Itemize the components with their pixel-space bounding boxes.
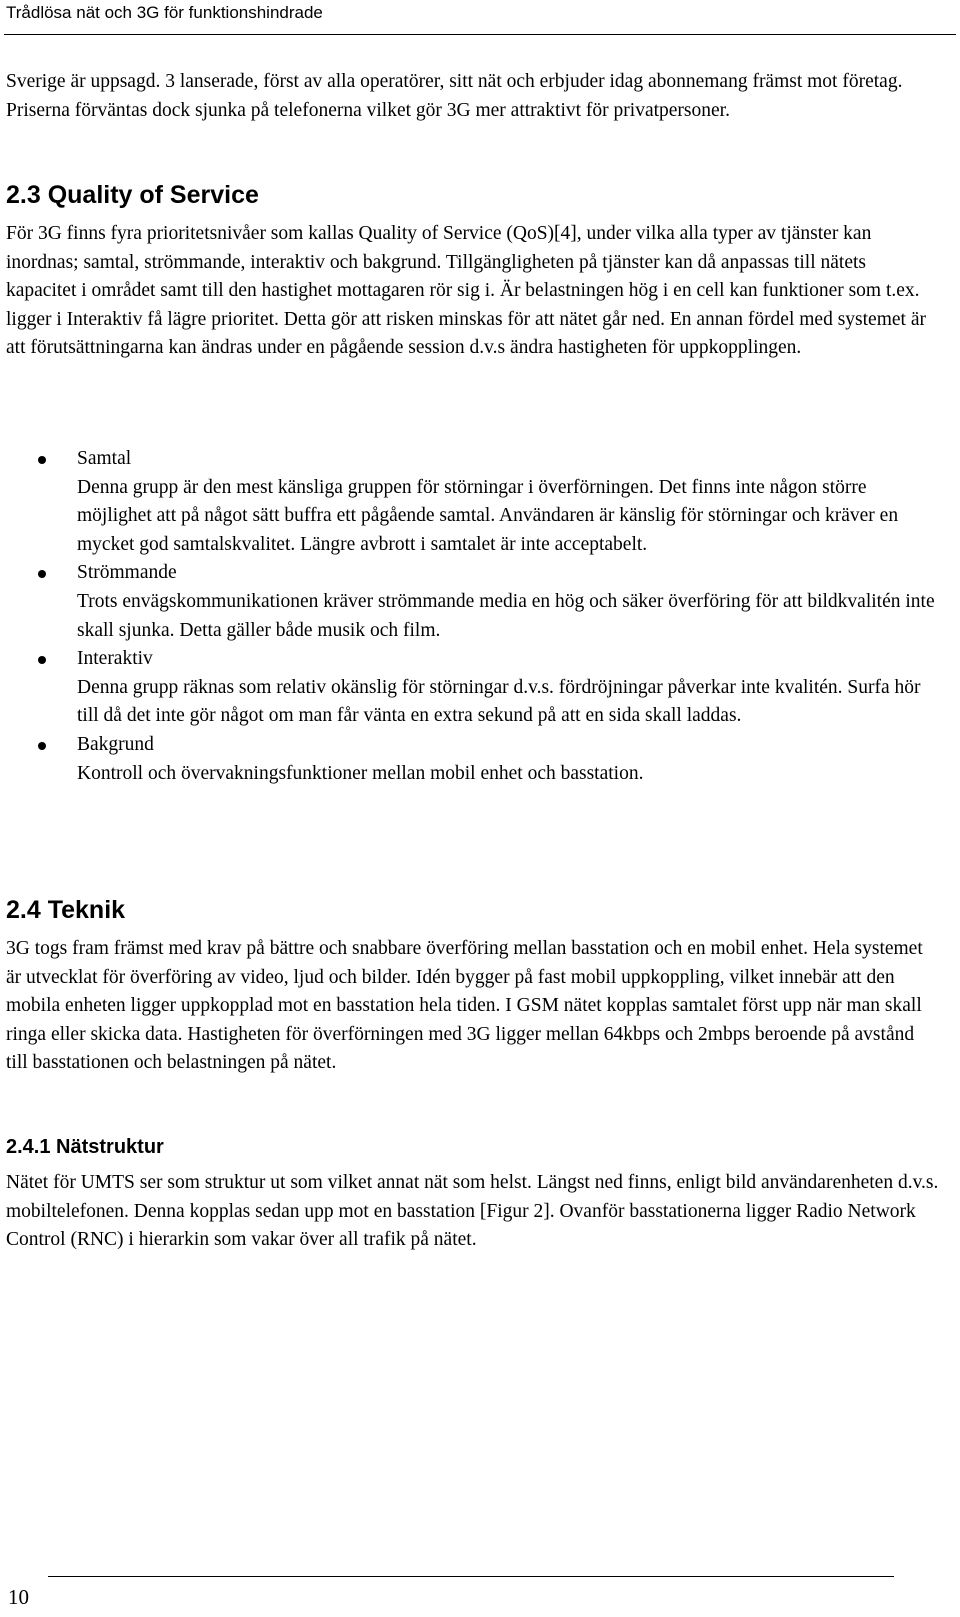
page-number: 10 <box>8 1585 29 1609</box>
bullet-title: Samtal <box>77 448 132 469</box>
natstruktur-paragraph: Nätet för UMTS ser som struktur ut som vilket annat nät som helst. Längst ned finns, enligt bild användarenheten d.v.s. mobiltelefonen. Denna kopplas sedan upp mot en basstation [Figur 2]. Ovanför basstationerna ligger Radio Network Control (RNC) i hierarkin som vakar över all trafik på nätet. <box>6 1172 939 1251</box>
bullet-description: Kontroll och övervakningsfunktioner mellan mobil enhet och basstation. <box>77 762 644 784</box>
section-heading-quality-of-service: 2.3 Quality of Service <box>6 181 259 209</box>
intro-paragraph: Sverige är uppsagd. 3 lanserade, först av alla operatörer, sitt nät och erbjuder idag abonnemang främst mot företag. Priserna förväntas dock sjunka på telefonerna vilket gör 3G mer attraktivt för privatpersoner. <box>6 71 903 121</box>
teknik-paragraph: 3G togs fram främst med krav på bättre och snabbare överföring mellan basstation och en mobil enhet. Hela systemet är utvecklat för överföring av video, ljud och bilder. Idén bygger på fast mobil uppkoppling, vilket innebär att den mobila enheten ligger uppkopplad mot en basstation hela tiden. I GSM nätet kopplas samtalet först upp när man skall ringa eller skicka data. Hastigheten för överförningen med 3G ligger mellan 64kbps och 2mbps beroende på avstånd till basstationen och belastningen på nätet. <box>6 938 923 1074</box>
list-item <box>0 731 940 788</box>
running-header: Trådlösa nät och 3G för funktionshindrade <box>6 3 323 22</box>
qos-class-list <box>0 445 940 788</box>
footer-divider <box>48 1576 894 1577</box>
bullet-icon <box>38 742 46 750</box>
header-divider <box>4 34 956 35</box>
subsection-heading-natstruktur: 2.4.1 Nätstruktur <box>6 1136 164 1158</box>
bullet-icon <box>38 456 46 464</box>
list-item <box>0 645 940 731</box>
qos-paragraph: För 3G finns fyra prioritetsnivåer som kallas Quality of Service (QoS)[4], under vilka alla typer av tjänster kan inordnas; samtal, strömmande, interaktiv och bakgrund. Tillgängligheten på tjänster kan då anpassas till nätets kapacitet i området samt till den hastighet mottagaren rör sig i. Är belastningen hög i en cell kan funktioner som t.ex. ligger i Interaktiv få lägre prioritet. Detta gör att risken minskas för att nätet går ned. En annan fördel med systemet är att förutsättningarna kan ändras under en pågående session d.v.s ändra hastigheten för uppkopplingen. <box>6 223 926 359</box>
section-heading-teknik: 2.4 Teknik <box>6 896 126 924</box>
bullet-description: Denna grupp räknas som relativ okänslig för störningar d.v.s. fördröjningar påverkar inte kvalitén. Surfa hör till då det inte gör något om man får vänta en extra sekund på att en sida skall laddas. <box>77 676 921 727</box>
bullet-title: Strömmande <box>77 562 177 584</box>
list-item <box>0 445 940 559</box>
bullet-description: Denna grupp är den mest känsliga gruppen för störningar i överförningen. Det finns inte någon större möjlighet att på något sätt buffra ett pågående samtal. Användaren är känslig för störningar och kräver en mycket god samtalskvalitet. Längre avbrott i samtalet är inte acceptabelt. <box>77 476 899 555</box>
bullet-title: Interaktiv <box>77 648 153 670</box>
bullet-icon <box>38 570 46 578</box>
bullet-icon <box>38 656 46 664</box>
list-item <box>0 559 940 645</box>
bullet-description: Trots envägskommunikationen kräver strömmande media en hög och säker överföring för att bildkvalitén inte skall sjunka. Detta gäller både musik och film. <box>77 590 935 641</box>
bullet-title: Bakgrund <box>77 733 154 755</box>
